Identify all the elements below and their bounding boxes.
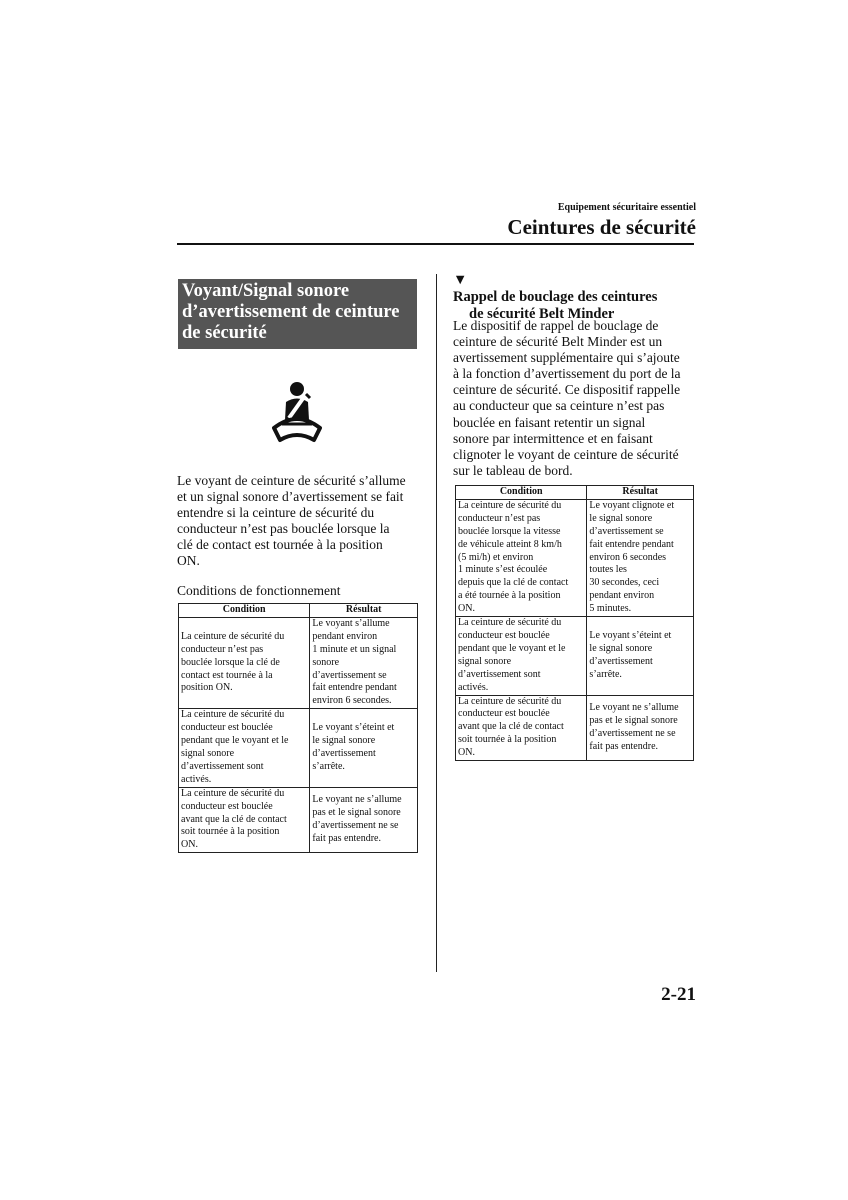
title-line: d’avertissement de ceinture xyxy=(182,302,400,322)
table-row xyxy=(456,617,694,695)
table-row xyxy=(179,709,418,787)
cell-line: ON. xyxy=(458,603,475,615)
condition-cell xyxy=(456,499,587,616)
cell-line: pendant environ xyxy=(589,590,655,602)
cell-line: conducteur est bouclée xyxy=(181,800,273,812)
cell-line: signal sonore xyxy=(458,655,512,667)
cell-line: d’avertissement ne se xyxy=(589,727,676,739)
section-title-box xyxy=(178,279,417,349)
text-line: ceinture de sécurité. Ce dispositif rappelle xyxy=(453,382,681,398)
cell-line: Le voyant ne s’allume xyxy=(589,701,679,713)
text-line: à la fonction d’avertissement du port de la xyxy=(453,366,681,382)
text-line: clignoter le voyant de ceinture de sécurité xyxy=(453,446,679,462)
cell-line: conducteur est bouclée xyxy=(181,722,273,734)
cell-line: d’avertissement ne se xyxy=(312,819,399,831)
cell-line: La ceinture de sécurité du xyxy=(458,695,562,707)
cell-line: activés. xyxy=(458,681,489,693)
cell-line: position ON. xyxy=(181,682,233,694)
cell-line: environ 6 secondes xyxy=(589,551,667,563)
belt-minder-table xyxy=(455,485,694,761)
cell-line: de véhicule atteint 8 km/h xyxy=(458,538,562,550)
cell-line: toutes les xyxy=(589,564,627,576)
cell-line: fait pas entendre. xyxy=(589,740,659,752)
text-line: et un signal sonore d’avertissement se fait xyxy=(177,489,404,505)
cell-line: d’avertissement xyxy=(589,655,653,667)
cell-line: d’avertissement xyxy=(312,747,376,759)
cell-line: d’avertissement sont xyxy=(181,760,264,772)
page-number: 2-21 xyxy=(661,984,696,1005)
text-line: clé de contact est tournée à la position xyxy=(177,537,383,553)
cell-line: environ 6 secondes. xyxy=(312,695,392,707)
condition-cell xyxy=(179,617,310,708)
cell-line: s’arrête. xyxy=(312,760,345,772)
cell-line: pendant environ xyxy=(312,630,378,642)
text-line: avertissement supplémentaire qui s’ajoute xyxy=(453,350,680,366)
cell-line: 5 minutes. xyxy=(589,603,632,615)
result-cell xyxy=(587,499,694,616)
belt-minder-heading xyxy=(453,272,657,323)
table-header-row xyxy=(456,486,694,500)
cell-line: conducteur n’est pas xyxy=(181,643,264,655)
cell-line: signal sonore xyxy=(181,747,235,759)
cell-line: bouclée lorsque la clé de xyxy=(181,656,280,668)
cell-line: a été tournée à la position xyxy=(458,590,561,602)
cell-line: s’arrête. xyxy=(589,668,622,680)
cell-line: La ceinture de sécurité du xyxy=(181,630,285,642)
cell-line: pendant que le voyant et le xyxy=(181,735,289,747)
header-rule xyxy=(177,243,694,245)
text-line: entendre si la ceinture de sécurité du xyxy=(177,505,375,521)
result-cell xyxy=(310,709,418,787)
condition-cell xyxy=(179,787,310,853)
cell-line: 1 minute s’est écoulée xyxy=(458,564,548,576)
belt-minder-paragraph xyxy=(453,318,681,479)
page-title: Ceintures de sécurité xyxy=(507,215,696,239)
text-line: sonore par intermittence et en faisant xyxy=(453,430,653,446)
text-line: ON. xyxy=(177,553,200,569)
cell-line: depuis que la clé de contact xyxy=(458,577,569,589)
cell-line: bouclée lorsque la vitesse xyxy=(458,525,561,537)
cell-line: La ceinture de sécurité du xyxy=(458,617,562,629)
cell-line: d’avertissement se xyxy=(312,669,387,681)
cell-line: fait pas entendre. xyxy=(312,832,381,844)
title-line: Voyant/Signal sonore xyxy=(182,281,350,301)
cell-line: sonore xyxy=(312,656,340,668)
cell-line: d’avertissement se xyxy=(589,525,664,537)
title-line: de sécurité xyxy=(182,323,267,343)
cell-line: La ceinture de sécurité du xyxy=(181,709,285,721)
cell-line: conducteur n’est pas xyxy=(458,512,541,524)
result-cell xyxy=(587,695,694,761)
cell-line: conducteur est bouclée xyxy=(458,708,550,720)
cell-line: La ceinture de sécurité du xyxy=(181,787,285,799)
cell-line: avant que la clé de contact xyxy=(181,813,287,825)
result-cell xyxy=(310,787,418,853)
cell-line: contact est tournée à la xyxy=(181,669,273,681)
condition-cell xyxy=(456,617,587,695)
conditions-label: Conditions de fonctionnement xyxy=(177,583,341,598)
condition-cell xyxy=(456,695,587,761)
cell-line: La ceinture de sécurité du xyxy=(458,499,562,511)
left-paragraph xyxy=(177,473,406,570)
text-line: conducteur n’est pas bouclée lorsque la xyxy=(177,521,390,537)
cell-line: 1 minute et un signal xyxy=(312,643,397,655)
cell-line: d’avertissement sont xyxy=(458,668,541,680)
section-label: Equipement sécuritaire essentiel xyxy=(557,202,696,213)
cell-line: conducteur est bouclée xyxy=(458,629,550,641)
cell-line: 30 secondes, ceci xyxy=(589,577,660,589)
heading-text: Rappel de bouclage des ceintures xyxy=(453,289,658,305)
column-header-condition: Condition xyxy=(179,604,310,618)
table-row xyxy=(179,617,418,708)
text-line: bouclée en faisant retentir un signal xyxy=(453,414,646,430)
cell-line: (5 mi/h) et environ xyxy=(458,551,534,563)
cell-line: pas et le signal sonore xyxy=(589,714,678,726)
cell-line: pas et le signal sonore xyxy=(312,807,401,819)
cell-line: ON. xyxy=(181,839,198,851)
cell-line: fait entendre pendant xyxy=(589,538,674,550)
cell-line: soit tournée à la position xyxy=(458,734,557,746)
column-header-result: Résultat xyxy=(310,604,418,618)
conditions-table xyxy=(178,603,418,853)
cell-line: soit tournée à la position xyxy=(181,826,280,838)
cell-line: le signal sonore xyxy=(589,642,653,654)
table-row xyxy=(179,787,418,853)
result-cell xyxy=(310,617,418,708)
triangle-marker-icon: ▼ xyxy=(453,272,468,288)
column-divider xyxy=(436,274,437,972)
text-line: Le voyant de ceinture de sécurité s’allume xyxy=(177,473,406,488)
cell-line: avant que la clé de contact xyxy=(458,721,564,733)
table-header-row xyxy=(179,604,418,618)
column-header-condition: Condition xyxy=(456,486,587,500)
cell-line: Le voyant ne s’allume xyxy=(312,794,402,806)
cell-line: activés. xyxy=(181,773,212,785)
cell-line: pendant que le voyant et le xyxy=(458,642,566,654)
text-line: sur le tableau de bord. xyxy=(453,462,573,478)
cell-line: Le voyant clignote et xyxy=(589,499,675,511)
cell-line: le signal sonore xyxy=(589,512,653,524)
table-row xyxy=(456,499,694,616)
heading-line xyxy=(453,272,657,306)
result-cell xyxy=(587,617,694,695)
cell-line: Le voyant s’éteint et xyxy=(589,629,672,641)
heading-text: de sécurité Belt Minder xyxy=(469,306,615,322)
text-line: ceinture de sécurité Belt Minder est un xyxy=(453,334,663,350)
condition-cell xyxy=(179,709,310,787)
cell-line: Le voyant s’allume xyxy=(312,617,390,629)
column-header-result: Résultat xyxy=(587,486,694,500)
cell-line: Le voyant s’éteint et xyxy=(312,722,395,734)
cell-line: ON. xyxy=(458,747,475,759)
text-line: au conducteur que sa ceinture n’est pas xyxy=(453,398,665,414)
cell-line: le signal sonore xyxy=(312,735,376,747)
text-line: Le dispositif de rappel de bouclage de xyxy=(453,318,659,333)
cell-line: fait entendre pendant xyxy=(312,682,397,694)
seatbelt-warning-icon xyxy=(268,380,326,444)
table-row xyxy=(456,695,694,761)
